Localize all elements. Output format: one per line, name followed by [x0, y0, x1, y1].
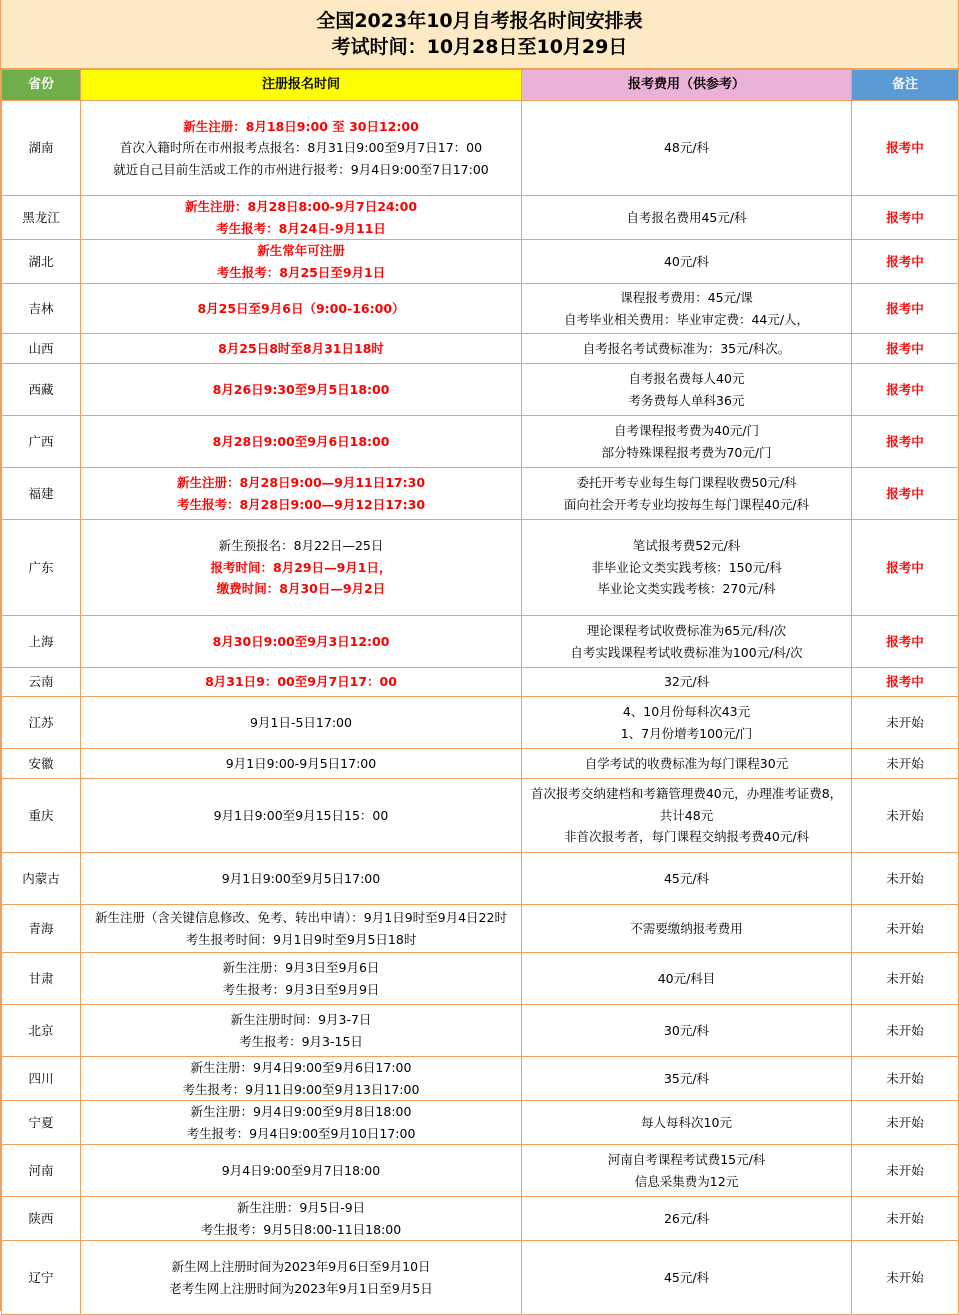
header-province: 省份 [2, 70, 81, 101]
fee-line: 45元/科 [663, 870, 710, 886]
registration-time-cell [81, 284, 522, 334]
fee-cell [522, 779, 852, 853]
registration-time-line: 新生注册：9月3日至9月6日 [222, 960, 380, 975]
fee-cell [522, 616, 852, 668]
table-row [2, 697, 959, 749]
table-row [2, 334, 959, 364]
registration-time-line: 考生报考：9月3-15日 [239, 1033, 363, 1049]
status-cell: 未开始 [852, 1005, 959, 1057]
fee-cell [522, 668, 852, 697]
table-row [2, 668, 959, 697]
fee-cell [522, 468, 852, 520]
province-cell: 西藏 [2, 364, 81, 416]
registration-time-line: 新生注册时间：9月3-7日 [230, 1012, 372, 1027]
province-cell: 北京 [2, 1005, 81, 1057]
fee-line: 32元/科 [663, 674, 710, 690]
fee-line: 1、7月份增考100元/门 [620, 725, 753, 741]
fee-line: 理论课程考试收费标准为65元/科/次 [586, 623, 787, 638]
fee-line: 30元/科 [663, 1022, 710, 1038]
province-cell: 内蒙古 [2, 853, 81, 905]
registration-time-line: 新生注册：9月4日9:00至9月6日17:00 [190, 1060, 412, 1075]
province-cell: 黑龙江 [2, 196, 81, 240]
fee-cell [522, 1101, 852, 1145]
registration-time-cell [81, 1241, 522, 1315]
page-title: 全国2023年10月自考报名时间安排表 [316, 10, 643, 32]
registration-time-line: 新生注册：8月28日9:00—9月11日17:30 [176, 475, 426, 490]
table-row [2, 1241, 959, 1315]
province-cell: 青海 [2, 905, 81, 953]
status-cell: 报考中 [852, 284, 959, 334]
fee-line: 首次报考交纳建档和考籍管理费40元，办理准考证费8， [530, 786, 843, 802]
registration-time-cell [81, 616, 522, 668]
schedule-table [1, 69, 959, 1315]
fee-cell [522, 284, 852, 334]
province-cell: 四川 [2, 1057, 81, 1101]
status-cell: 报考中 [852, 668, 959, 697]
province-cell: 重庆 [2, 779, 81, 853]
table-row [2, 853, 959, 905]
registration-time-line: 8月30日9:00至9月3日12:00 [212, 633, 390, 649]
status-cell: 未开始 [852, 697, 959, 749]
registration-time-cell [81, 953, 522, 1005]
fee-cell [522, 1057, 852, 1101]
fee-cell [522, 1145, 852, 1197]
province-cell: 湖南 [2, 101, 81, 196]
table-row [2, 284, 959, 334]
province-cell: 江苏 [2, 697, 81, 749]
registration-time-cell [81, 1057, 522, 1101]
province-cell: 甘肃 [2, 953, 81, 1005]
status-cell: 未开始 [852, 1145, 959, 1197]
registration-time-line: 新生注册（含关键信息修改、免考、转出申请）：9月1日9时至9月4日22时 [95, 910, 507, 925]
fee-line: 面向社会开考专业均按每生每门课程40元/科 [563, 496, 810, 512]
registration-time-cell [81, 905, 522, 953]
registration-time-line: 新生注册：9月5日-9日 [236, 1200, 366, 1215]
table-row [2, 1145, 959, 1197]
status-cell: 报考中 [852, 240, 959, 284]
province-cell: 吉林 [2, 284, 81, 334]
registration-time-line: 报考时间：8月29日—9月1日， [210, 559, 392, 575]
fee-line: 40元/科 [663, 253, 710, 269]
registration-time-line: 9月1日9:00-9月5日17:00 [225, 755, 377, 771]
table-row [2, 749, 959, 779]
header-row [2, 70, 959, 101]
status-cell: 未开始 [852, 1057, 959, 1101]
fee-line: 每人每科次10元 [641, 1114, 732, 1130]
registration-time-line: 新生注册：8月28日8:00-9月7日24:00 [184, 199, 418, 214]
table-row [2, 364, 959, 416]
registration-time-cell [81, 853, 522, 905]
registration-time-cell [81, 1197, 522, 1241]
registration-time-cell [81, 196, 522, 240]
registration-time-line: 考生报考：8月24日-9月11日 [216, 220, 386, 236]
table-row [2, 416, 959, 468]
province-cell: 安徽 [2, 749, 81, 779]
fee-line: 自考毕业相关费用：毕业审定费：44元/人， [563, 311, 810, 327]
status-cell: 报考中 [852, 364, 959, 416]
table-row [2, 1005, 959, 1057]
status-cell: 未开始 [852, 779, 959, 853]
status-cell: 未开始 [852, 1241, 959, 1315]
fee-line: 笔试报考费52元/科 [632, 538, 741, 554]
status-cell: 报考中 [852, 101, 959, 196]
registration-time-line: 首次入籍时所在市州报考点报名：8月31日9:00至9月7日17：00 [119, 140, 483, 156]
header-fee: 报考费用（供参考） [522, 70, 852, 101]
registration-time-line: 9月4日9:00至9月7日18:00 [221, 1162, 381, 1178]
registration-time-line: 考生报考：9月3日至9月9日 [222, 981, 380, 997]
registration-time-line: 新生注册：9月4日9:00至9月8日18:00 [190, 1104, 412, 1119]
fee-cell [522, 853, 852, 905]
registration-time-line: 8月31日9：00至9月7日17：00 [205, 674, 397, 690]
fee-cell [522, 196, 852, 240]
status-cell: 未开始 [852, 1101, 959, 1145]
registration-time-cell [81, 334, 522, 364]
fee-line: 毕业论文类实践考核：270元/科 [597, 581, 776, 597]
status-cell: 未开始 [852, 953, 959, 1005]
fee-cell [522, 334, 852, 364]
fee-cell [522, 1197, 852, 1241]
fee-line: 自考报名考试费标准为：35元/科次。 [582, 340, 791, 356]
province-cell: 云南 [2, 668, 81, 697]
fee-line: 自考报名费用45元/科 [626, 209, 747, 225]
fee-cell [522, 905, 852, 953]
fee-line: 自考课程报考费为40元/门 [613, 423, 760, 438]
fee-line: 26元/科 [663, 1210, 710, 1226]
fee-line: 自考实践课程考试收费标准为100元/科/次 [570, 644, 803, 660]
table-row [2, 101, 959, 196]
table-row [2, 1197, 959, 1241]
registration-time-line: 考生报考：9月4日9:00至9月10日17:00 [186, 1125, 416, 1141]
fee-line: 河南自考课程考试费15元/科 [607, 1152, 766, 1167]
registration-time-cell [81, 697, 522, 749]
status-cell: 报考中 [852, 334, 959, 364]
fee-line: 不需要缴纳报考费用 [630, 920, 743, 936]
registration-time-line: 8月26日9:30至9月5日18:00 [212, 381, 390, 397]
province-cell: 宁夏 [2, 1101, 81, 1145]
fee-line: 40元/科目 [657, 970, 716, 986]
province-cell: 湖北 [2, 240, 81, 284]
registration-time-line: 9月1日9:00至9月5日17:00 [221, 870, 381, 886]
registration-time-line: 考生报考：8月28日9:00—9月12日17:30 [176, 496, 426, 512]
registration-time-cell [81, 416, 522, 468]
province-cell: 福建 [2, 468, 81, 520]
status-cell: 未开始 [852, 1197, 959, 1241]
registration-time-line: 考生报考：8月25日至9月1日 [216, 264, 386, 280]
registration-time-cell [81, 1145, 522, 1197]
table-row [2, 953, 959, 1005]
fee-line: 考务费每人单科36元 [628, 392, 745, 408]
fee-cell [522, 1241, 852, 1315]
registration-time-line: 9月1日9:00至9月15日15：00 [213, 807, 389, 823]
fee-cell [522, 101, 852, 196]
registration-time-line: 考生报考时间：9月1日9时至9月5日18时 [185, 931, 417, 947]
registration-time-cell [81, 668, 522, 697]
table-row [2, 240, 959, 284]
header-note: 备注 [852, 70, 959, 101]
registration-time-cell [81, 364, 522, 416]
status-cell: 未开始 [852, 749, 959, 779]
fee-line: 4、10月份每科次43元 [622, 704, 751, 719]
province-cell: 山西 [2, 334, 81, 364]
table-row [2, 905, 959, 953]
table-row [2, 468, 959, 520]
fee-line: 45元/科 [663, 1269, 710, 1285]
table-row [2, 196, 959, 240]
province-cell: 广东 [2, 520, 81, 616]
registration-time-line: 8月25日至9月6日（9:00-16:00） [197, 300, 405, 316]
registration-time-cell [81, 468, 522, 520]
fee-line: 部分特殊课程报考费为70元/门 [601, 444, 772, 460]
status-cell: 报考中 [852, 196, 959, 240]
registration-time-line: 新生注册：8月18日9:00 至 30日12:00 [183, 118, 419, 134]
registration-time-cell [81, 1005, 522, 1057]
status-cell: 未开始 [852, 853, 959, 905]
registration-time-cell [81, 749, 522, 779]
registration-time-line: 老考生网上注册时间为2023年9月1日至9月5日 [169, 1280, 433, 1296]
fee-line: 48元/科 [663, 140, 710, 156]
fee-cell [522, 520, 852, 616]
fee-line: 自考报名费每人40元 [628, 371, 745, 386]
fee-line: 非毕业论文类实践考核：150元/科 [591, 559, 782, 575]
fee-line: 共计48元 [659, 807, 714, 823]
table-row [2, 1101, 959, 1145]
fee-line: 委托开考专业每生每门课程收费50元/科 [576, 475, 797, 490]
fee-line: 非首次报考者，每门课程交纳报考费40元/科 [563, 829, 810, 845]
province-cell: 陕西 [2, 1197, 81, 1241]
fee-line: 课程报考费用：45元/课 [620, 290, 753, 305]
fee-cell [522, 416, 852, 468]
fee-line: 自学考试的收费标准为每门课程30元 [584, 755, 789, 771]
fee-cell [522, 240, 852, 284]
status-cell: 报考中 [852, 616, 959, 668]
fee-cell [522, 697, 852, 749]
status-cell: 报考中 [852, 520, 959, 616]
page-subtitle: 考试时间：10月28日至10月29日 [331, 36, 628, 58]
status-cell: 报考中 [852, 468, 959, 520]
province-cell: 广西 [2, 416, 81, 468]
registration-time-line: 新生常年可注册 [257, 243, 345, 258]
registration-time-cell [81, 520, 522, 616]
registration-time-line: 8月25日8时至8月31日18时 [218, 340, 384, 356]
fee-cell [522, 953, 852, 1005]
status-cell: 未开始 [852, 905, 959, 953]
fee-cell [522, 364, 852, 416]
registration-time-line: 新生网上注册时间为2023年9月6日至9月10日 [171, 1259, 431, 1274]
province-cell: 河南 [2, 1145, 81, 1197]
table-row [2, 1057, 959, 1101]
registration-time-cell [81, 240, 522, 284]
table-row [2, 616, 959, 668]
registration-time-cell [81, 779, 522, 853]
province-cell: 上海 [2, 616, 81, 668]
registration-time-cell [81, 1101, 522, 1145]
registration-time-cell [81, 101, 522, 196]
registration-time-line: 8月28日9:00至9月6日18:00 [212, 433, 390, 449]
table-body [2, 101, 959, 1315]
registration-time-line: 就近自己目前生活或工作的市州进行报考：9月4日9:00至7日17:00 [113, 161, 489, 177]
registration-time-line: 新生预报名：8月22日—25日 [218, 538, 384, 554]
fee-line: 信息采集费为12元 [634, 1173, 739, 1189]
registration-time-line: 缴费时间：8月30日—9月2日 [216, 581, 386, 597]
province-cell: 辽宁 [2, 1241, 81, 1315]
fee-line: 35元/科 [663, 1070, 710, 1086]
status-cell: 报考中 [852, 416, 959, 468]
header-time: 注册报名时间 [81, 70, 522, 101]
table-row [2, 520, 959, 616]
fee-cell [522, 1005, 852, 1057]
registration-time-line: 考生报考：9月5日8:00-11日18:00 [200, 1221, 402, 1237]
registration-time-line: 考生报考：9月11日9:00至9月13日17:00 [182, 1081, 420, 1097]
title-block [1, 0, 958, 69]
fee-cell [522, 749, 852, 779]
table-row [2, 779, 959, 853]
registration-time-line: 9月1日-5日17:00 [250, 714, 352, 730]
